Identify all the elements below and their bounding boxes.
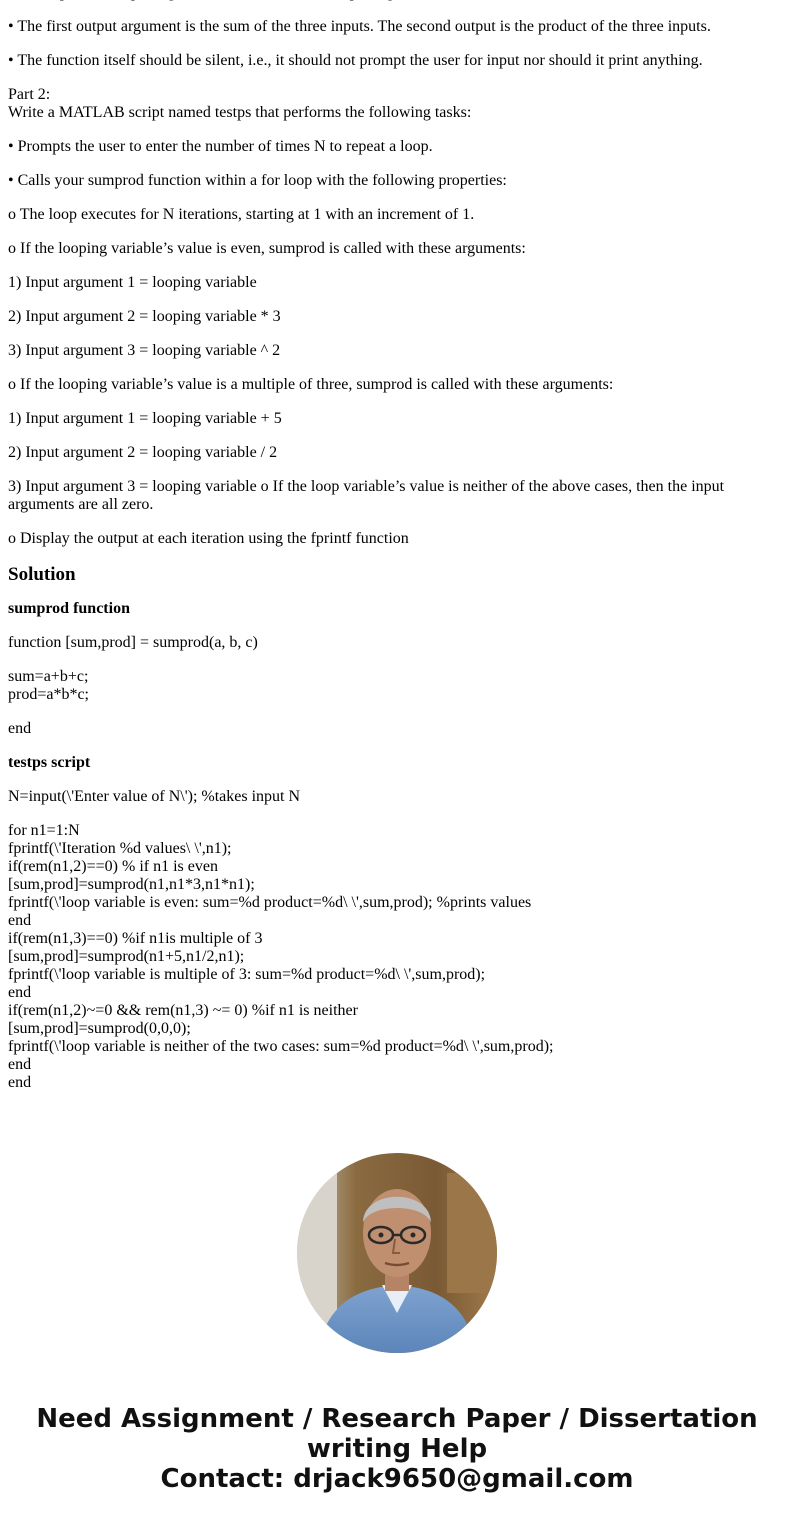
- part2-item: 3) Input argument 3 = looping variable ^ 2: [8, 342, 281, 359]
- code-line: prod=a*b*c;: [8, 686, 89, 703]
- code-line: end: [8, 1056, 32, 1073]
- part2-item: • Calls your sumprod function within a for loop with the following properties:: [8, 172, 507, 189]
- code-line: [sum,prod]=sumprod(0,0,0);: [8, 1020, 191, 1037]
- part2-item: o If the looping variable’s value is a multiple of three, sumprod is called with these arguments:: [8, 376, 614, 393]
- part2-intro: Write a MATLAB script named testps that performs the following tasks:: [8, 104, 472, 121]
- intro-item-1: [8, 0, 786, 2]
- part2-item: o The loop executes for N iterations, starting at 1 with an increment of 1.: [8, 206, 475, 223]
- part2-item: o If the looping variable’s value is even, sumprod is called with these arguments:: [8, 240, 526, 257]
- promo-line-2: writing Help: [306, 1434, 488, 1464]
- testps-code: [8, 822, 786, 1092]
- code-line: if(rem(n1,2)~=0 && rem(n1,3) ~= 0) %if n1 is neither: [8, 1002, 358, 1019]
- intro-item-2: • The first output argument is the sum of the three inputs. The second output is the product of the three inputs.: [8, 18, 711, 35]
- part2-item: 3) Input argument 3 = looping variable o If the loop variable’s value is neither of the above cases, then the input arguments are all zero.: [8, 478, 725, 513]
- code-line: fprintf(\'Iteration %d values\ \',n1);: [8, 840, 232, 857]
- code-line: for n1=1:N: [8, 822, 80, 839]
- code-line: sum=a+b+c;: [8, 668, 89, 685]
- testps-input-line: N=input(\'Enter value of N\'); %takes input N: [8, 788, 301, 805]
- sumprod-end: end: [8, 720, 32, 737]
- part2-item: 2) Input argument 2 = looping variable * 3: [8, 308, 281, 325]
- intro-item-3: • The function itself should be silent, i.e., it should not prompt the user for input nor should it print anything.: [8, 52, 703, 69]
- code-line: if(rem(n1,2)==0) % if n1 is even: [8, 858, 218, 875]
- part2-item: o Display the output at each iteration using the fprintf function: [8, 530, 409, 547]
- author-avatar: [297, 1153, 497, 1353]
- code-line: [sum,prod]=sumprod(n1+5,n1/2,n1);: [8, 948, 245, 965]
- code-line: if(rem(n1,3)==0) %if n1is multiple of 3: [8, 930, 263, 947]
- person-portrait-icon: [297, 1153, 497, 1353]
- code-line: fprintf(\'loop variable is multiple of 3: sum=%d product=%d\ \',sum,prod);: [8, 966, 486, 983]
- code-line: end: [8, 1074, 32, 1091]
- part2-item: • Prompts the user to enter the number of times N to repeat a loop.: [8, 138, 433, 155]
- code-line: fprintf(\'loop variable is neither of the two cases: sum=%d product=%d\ \',sum,prod);: [8, 1038, 554, 1055]
- testps-heading: testps script: [8, 754, 91, 771]
- part2-label: Part 2:: [8, 86, 51, 103]
- code-line: end: [8, 984, 32, 1001]
- sumprod-heading: sumprod function: [8, 600, 130, 617]
- code-line: [sum,prod]=sumprod(n1,n1*3,n1*n1);: [8, 876, 255, 893]
- promo-contact: Contact: drjack9650@gmail.com: [160, 1464, 634, 1494]
- sumprod-signature: function [sum,prod] = sumprod(a, b, c): [8, 634, 258, 651]
- sumprod-body: [8, 668, 786, 704]
- solution-heading: Solution: [8, 564, 76, 585]
- part2-item: 1) Input argument 1 = looping variable + 5: [8, 410, 282, 427]
- document-content: [8, 0, 786, 1108]
- part2-block: [8, 86, 786, 122]
- promo-banner: [0, 1404, 794, 1494]
- code-line: end: [8, 912, 32, 929]
- part2-item: 2) Input argument 2 = looping variable / 2: [8, 444, 278, 461]
- part2-item: 1) Input argument 1 = looping variable: [8, 274, 257, 291]
- promo-line-1: Need Assignment / Research Paper / Dissertation: [36, 1404, 758, 1434]
- code-line: fprintf(\'loop variable is even: sum=%d product=%d\ \',sum,prod); %prints values: [8, 894, 532, 911]
